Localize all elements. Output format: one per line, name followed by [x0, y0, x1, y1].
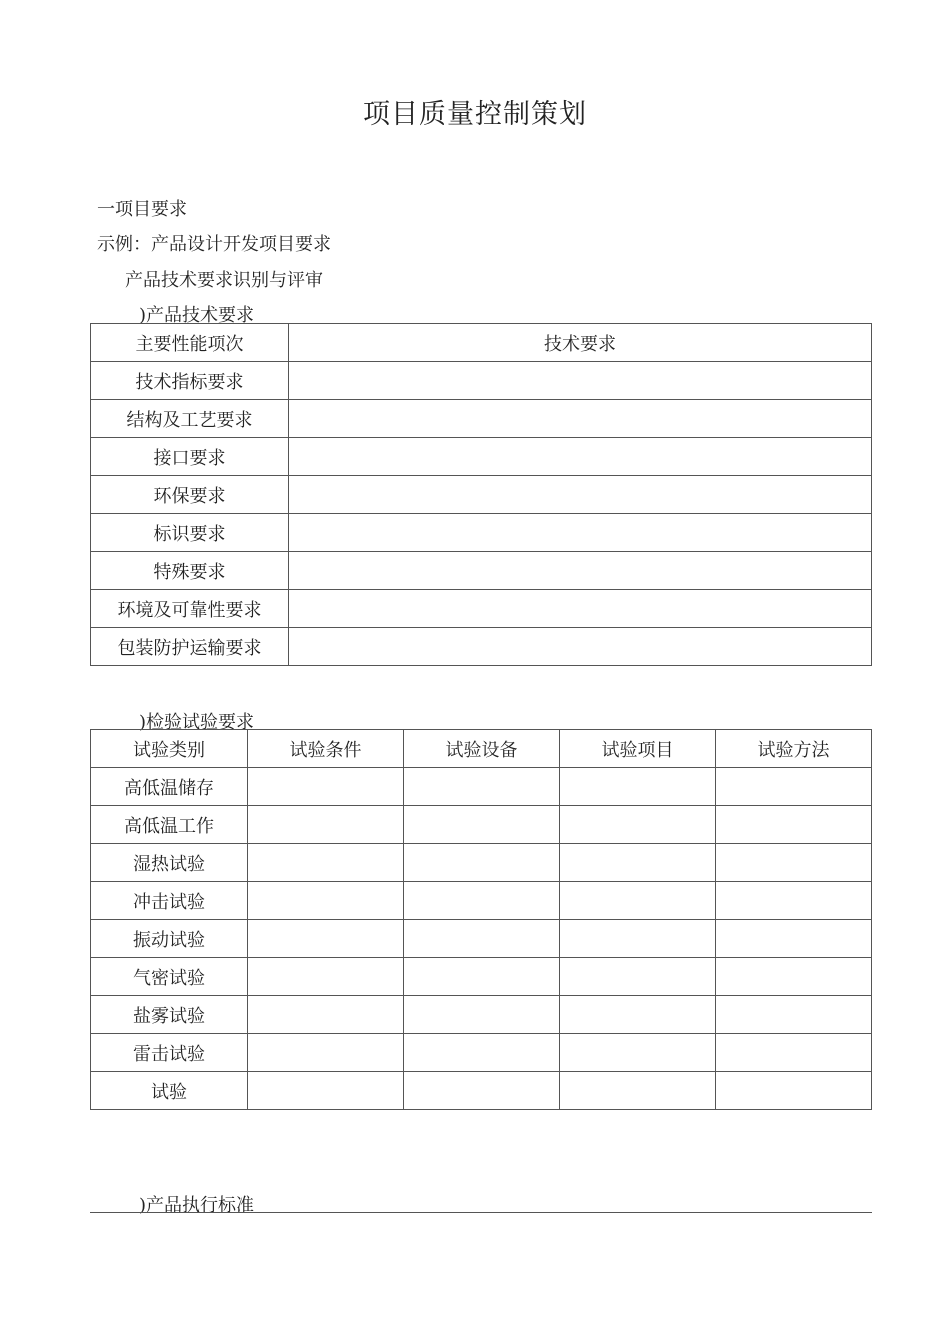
section-divider	[90, 1212, 872, 1213]
value-cell[interactable]	[716, 806, 872, 844]
row-label-cell: 接口要求	[91, 438, 289, 476]
value-cell[interactable]	[289, 628, 872, 666]
tech-table-row	[91, 514, 872, 552]
test-requirements-table	[90, 729, 872, 1110]
value-cell[interactable]	[560, 844, 716, 882]
test-requirements-caption: )检验试验要求	[139, 712, 255, 733]
column-header: 试验方法	[716, 730, 872, 768]
test-table-row	[91, 844, 872, 882]
test-table-row	[91, 1034, 872, 1072]
value-cell[interactable]	[716, 996, 872, 1034]
value-cell[interactable]	[404, 806, 560, 844]
test-table-row	[91, 768, 872, 806]
value-cell[interactable]	[560, 996, 716, 1034]
row-label-cell: 湿热试验	[91, 844, 248, 882]
row-label-cell: 技术指标要求	[91, 362, 289, 400]
test-table-row	[91, 1072, 872, 1110]
tech-table-row	[91, 400, 872, 438]
tech-table-row	[91, 628, 872, 666]
value-cell[interactable]	[716, 882, 872, 920]
column-header: 试验项目	[560, 730, 716, 768]
column-header: 技术要求	[289, 324, 872, 362]
value-cell[interactable]	[404, 844, 560, 882]
row-label-cell: 振动试验	[91, 920, 248, 958]
value-cell[interactable]	[404, 996, 560, 1034]
column-header: 试验设备	[404, 730, 560, 768]
test-table-row	[91, 806, 872, 844]
row-label-cell: 高低温储存	[91, 768, 248, 806]
row-label-cell: 高低温工作	[91, 806, 248, 844]
value-cell[interactable]	[560, 806, 716, 844]
product-standard-caption: )产品执行标准	[139, 1195, 255, 1216]
value-cell[interactable]	[560, 920, 716, 958]
row-label-cell: 环保要求	[91, 476, 289, 514]
value-cell[interactable]	[560, 958, 716, 996]
value-cell[interactable]	[289, 590, 872, 628]
value-cell[interactable]	[289, 476, 872, 514]
test-table-row	[91, 996, 872, 1034]
value-cell[interactable]	[248, 1072, 404, 1110]
row-label-cell: 包装防护运输要求	[91, 628, 289, 666]
value-cell[interactable]	[404, 958, 560, 996]
value-cell[interactable]	[248, 882, 404, 920]
column-header: 试验类别	[91, 730, 248, 768]
value-cell[interactable]	[404, 768, 560, 806]
row-label-cell: 冲击试验	[91, 882, 248, 920]
tech-requirements-table	[90, 323, 872, 666]
table-header-row	[91, 324, 872, 362]
value-cell[interactable]	[289, 514, 872, 552]
tech-table-row	[91, 552, 872, 590]
value-cell[interactable]	[560, 1072, 716, 1110]
tech-table-row	[91, 438, 872, 476]
value-cell[interactable]	[289, 438, 872, 476]
value-cell[interactable]	[716, 1072, 872, 1110]
tech-table-row	[91, 362, 872, 400]
test-table-row	[91, 920, 872, 958]
value-cell[interactable]	[716, 768, 872, 806]
value-cell[interactable]	[248, 1034, 404, 1072]
value-cell[interactable]	[404, 882, 560, 920]
value-cell[interactable]	[404, 1072, 560, 1110]
section-heading: 一项目要求	[97, 199, 187, 220]
tech-table-row	[91, 590, 872, 628]
row-label-cell: 气密试验	[91, 958, 248, 996]
table-header-row	[91, 730, 872, 768]
value-cell[interactable]	[248, 844, 404, 882]
test-table-row	[91, 882, 872, 920]
example-line: 示例：产品设计开发项目要求	[97, 234, 331, 255]
value-cell[interactable]	[248, 958, 404, 996]
value-cell[interactable]	[716, 920, 872, 958]
subsection-heading: 产品技术要求识别与评审	[125, 270, 323, 291]
value-cell[interactable]	[560, 1034, 716, 1072]
row-label-cell: 盐雾试验	[91, 996, 248, 1034]
value-cell[interactable]	[716, 1034, 872, 1072]
row-label-cell: 雷击试验	[91, 1034, 248, 1072]
row-label-cell: 特殊要求	[91, 552, 289, 590]
value-cell[interactable]	[289, 552, 872, 590]
value-cell[interactable]	[716, 958, 872, 996]
row-label-cell: 试验	[91, 1072, 248, 1110]
column-header: 试验条件	[248, 730, 404, 768]
row-label-cell: 环境及可靠性要求	[91, 590, 289, 628]
test-table-row	[91, 958, 872, 996]
document-title: 项目质量控制策划	[363, 99, 587, 130]
value-cell[interactable]	[560, 882, 716, 920]
value-cell[interactable]	[248, 996, 404, 1034]
value-cell[interactable]	[404, 920, 560, 958]
value-cell[interactable]	[248, 806, 404, 844]
tech-requirements-caption: )产品技术要求	[139, 305, 255, 326]
row-label-cell: 结构及工艺要求	[91, 400, 289, 438]
value-cell[interactable]	[716, 844, 872, 882]
column-header: 主要性能项次	[91, 324, 289, 362]
value-cell[interactable]	[404, 1034, 560, 1072]
value-cell[interactable]	[289, 362, 872, 400]
value-cell[interactable]	[248, 920, 404, 958]
value-cell[interactable]	[560, 768, 716, 806]
tech-table-row	[91, 476, 872, 514]
row-label-cell: 标识要求	[91, 514, 289, 552]
value-cell[interactable]	[289, 400, 872, 438]
value-cell[interactable]	[248, 768, 404, 806]
